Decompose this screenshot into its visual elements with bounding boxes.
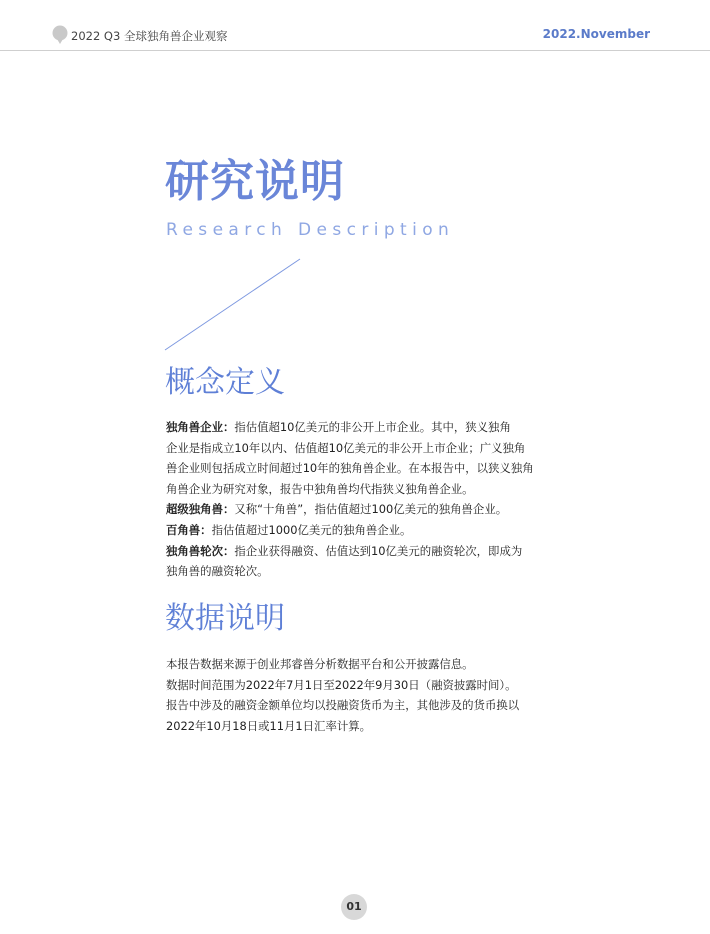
definition-line: 超级独角兽：又称“十角兽”，指估值超过100亿美元的独角兽企业。 (166, 502, 508, 517)
definition-term: 独角兽轮次： (166, 543, 235, 558)
definition-term: 百角兽： (166, 522, 212, 537)
report-title: 2022 Q3 全球独角兽企业观察 (71, 29, 228, 43)
data-note-line: 本报告数据来源于创业邦睿兽分析数据平台和公开披露信息。 (166, 657, 474, 671)
data-notes (166, 654, 556, 736)
definition-line: 兽企业则包括成立时间超过10年的独角兽企业。在本报告中，以狭义独角 (166, 461, 534, 476)
concept-definitions (166, 417, 556, 582)
page-subtitle: Research Description (166, 220, 455, 240)
data-note-line: 2022年10月18日或11月1日汇率计算。 (166, 718, 372, 733)
decorative-diagonal-line (160, 255, 305, 355)
data-note-line: 报告中涉及的融资金额单位均以投融资货币为主，其他涉及的货币换以 (166, 698, 520, 713)
report-date: 2022.November (542, 27, 650, 41)
definition-line: 角兽企业为研究对象，报告中独角兽均代指狭义独角兽企业。 (166, 481, 474, 496)
definition-line: 独角兽轮次：指企业获得融资、估值达到10亿美元的融资轮次，即成为 (166, 543, 523, 558)
definition-line: 企业是指成立10年以内、估值超10亿美元的非公开上市企业；广义独角 (166, 440, 526, 455)
page-header (0, 0, 710, 51)
definition-line: 百角兽：指估值超过1000亿美元的独角兽企业。 (166, 522, 412, 537)
definition-line: 独角兽企业：指估值超10亿美元的非公开上市企业。其中，狭义独角 (166, 420, 511, 434)
definition-term: 独角兽企业： (166, 420, 235, 434)
page-title: 研究说明 (165, 156, 345, 207)
page-number: 01 (341, 894, 367, 920)
data-note-line: 数据时间范围为2022年7月1日至2022年9月30日（融资披露时间）。 (166, 677, 517, 692)
definition-term: 超级独角兽： (166, 502, 235, 517)
logo-icon (52, 25, 68, 45)
concept-heading: 概念定义 (165, 365, 285, 400)
data-heading: 数据说明 (165, 601, 285, 636)
definition-line: 独角兽的融资轮次。 (166, 564, 269, 579)
